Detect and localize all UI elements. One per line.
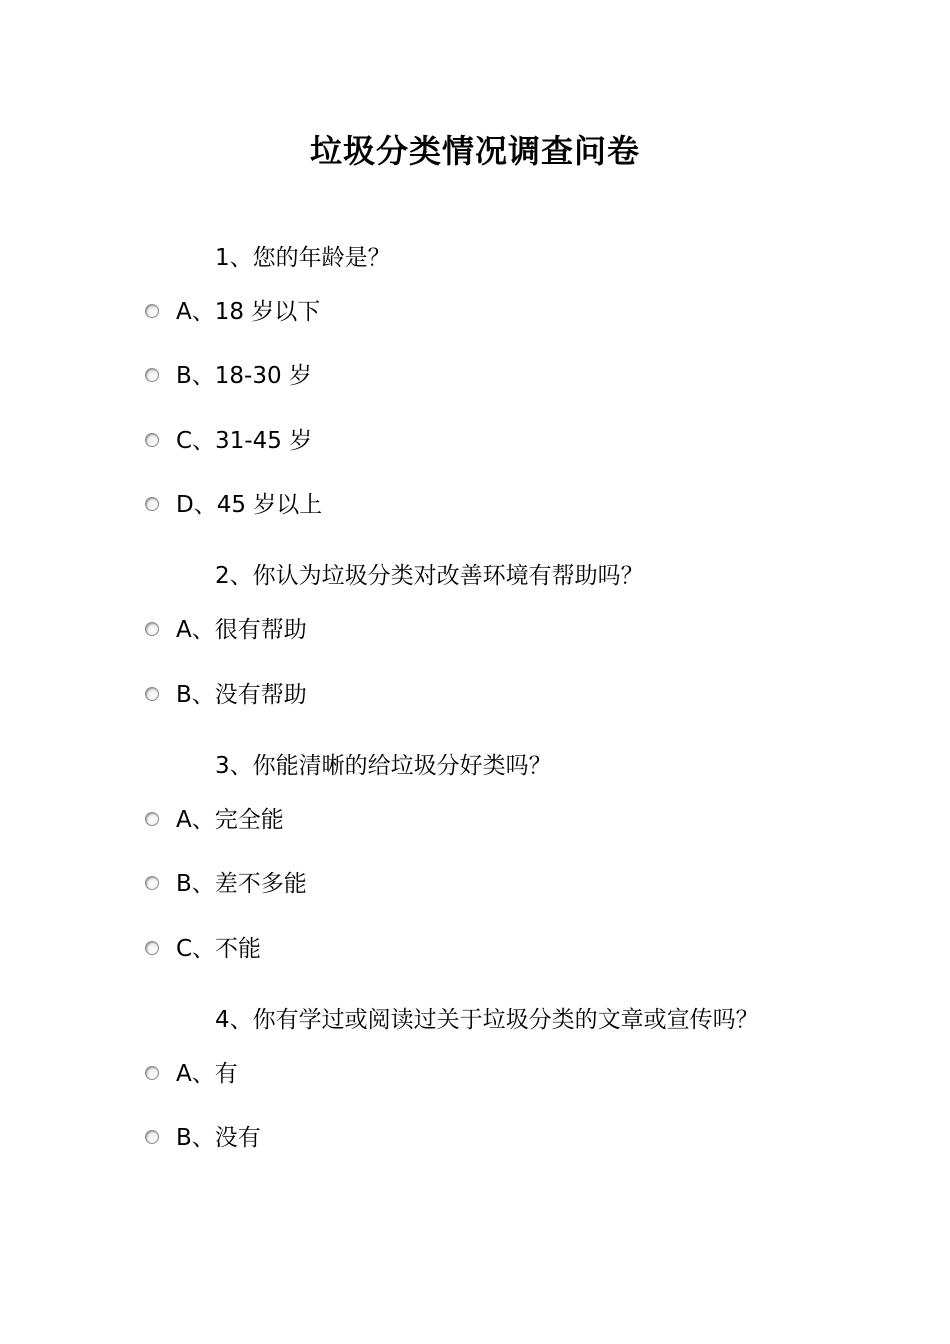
- option-label: D、45 岁以上: [176, 492, 323, 518]
- option-label: A、有: [176, 1061, 238, 1087]
- question-4: 4、你有学过或阅读过关于垃圾分类的文章或宣传吗？: [215, 1007, 759, 1033]
- option-label: B、没有帮助: [176, 682, 307, 708]
- option-label: B、没有: [176, 1125, 261, 1151]
- radio-button-icon[interactable]: [145, 304, 159, 318]
- radio-button-icon[interactable]: [145, 368, 159, 382]
- option-label: B、差不多能: [176, 871, 307, 897]
- radio-button-icon[interactable]: [145, 941, 159, 955]
- question-3: 3、你能清晰的给垃圾分好类吗？: [215, 753, 552, 779]
- question-1: 1、您的年龄是？: [215, 245, 391, 271]
- question-2: 2、你认为垃圾分类对改善环境有帮助吗？: [215, 563, 644, 589]
- option-label: A、很有帮助: [176, 617, 307, 643]
- option-label: A、完全能: [176, 807, 284, 833]
- radio-button-icon[interactable]: [145, 497, 159, 511]
- radio-button-icon[interactable]: [145, 876, 159, 890]
- option-label: B、18-30 岁: [176, 363, 312, 389]
- radio-button-icon[interactable]: [145, 1130, 159, 1144]
- option-label: A、18 岁以下: [176, 299, 321, 325]
- radio-button-icon[interactable]: [145, 687, 159, 701]
- option-label: C、31-45 岁: [176, 428, 313, 454]
- page-title: 垃圾分类情况调查问卷: [309, 132, 640, 170]
- radio-button-icon[interactable]: [145, 622, 159, 636]
- radio-button-icon[interactable]: [145, 1066, 159, 1080]
- option-label: C、不能: [176, 936, 262, 962]
- radio-button-icon[interactable]: [145, 812, 159, 826]
- radio-button-icon[interactable]: [145, 433, 159, 447]
